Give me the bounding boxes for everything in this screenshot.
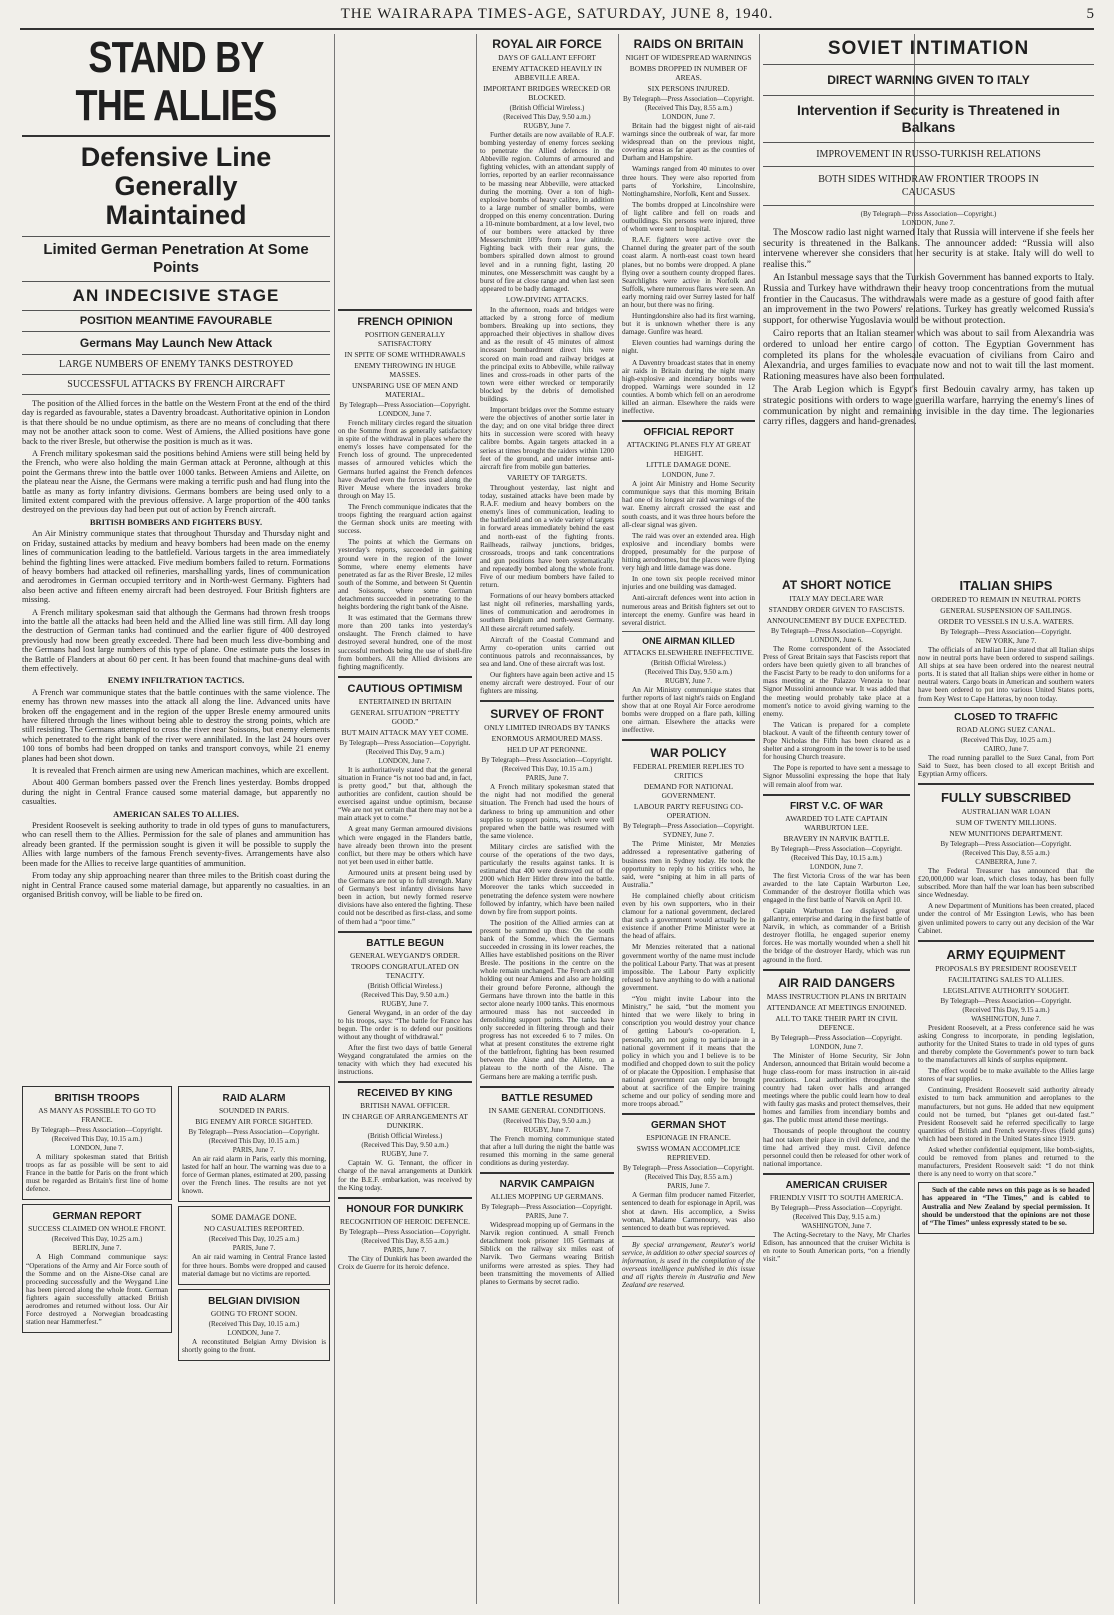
paragraph: The City of Dunkirk has been awarded the Croix de Guerre for its heroic defence. xyxy=(338,1254,472,1271)
subheading: PROPOSALS BY PRESIDENT ROOSEVELT xyxy=(935,963,1077,973)
dateline: By Telegraph—Press Association—Copyright. xyxy=(940,839,1072,848)
subheading: NIGHT OF WIDESPREAD WARNINGS xyxy=(625,53,752,62)
column-rule xyxy=(759,34,760,1604)
subheading: SUM OF TWENTY MILLIONS. xyxy=(955,817,1057,827)
subheading: BUT MAIN ATTACK MAY YET COME. xyxy=(341,727,469,737)
subheading: IN SAME GENERAL CONDITIONS. xyxy=(488,1105,606,1115)
subheading: BOTH SIDES WITHDRAW FRONTIER TROOPS IN CAUCASUS xyxy=(818,174,1039,198)
dateline: LONDON, June 7. xyxy=(810,1042,863,1051)
subheading: AS MANY AS POSSIBLE TO GO TO FRANCE. xyxy=(38,1106,156,1124)
paragraph: General Weygand, in an order of the day to his troops, says: “The battle for France has begun. The order is to defend our positions without any thought of withdrawal.” xyxy=(338,1008,472,1041)
dateline: By Telegraph—Press Association—Copyright. xyxy=(940,996,1072,1005)
dateline: (Received This Day, 10.15 a.m.) xyxy=(501,765,593,774)
dateline: LONDON, June 6. xyxy=(810,636,863,644)
subheading: ENEMY THROWING IN HUGE MASSES. xyxy=(354,361,456,379)
article-headline: NARVIK CAMPAIGN xyxy=(499,1179,595,1191)
subheading: LEGISLATIVE AUTHORITY SOUGHT. xyxy=(942,985,1070,995)
article-headline: ARMY EQUIPMENT xyxy=(946,946,1066,962)
paragraph: Formations of our heavy bombers attacked last night oil refineries, marshalling yards, lines of communication and aerodromes in southern Belgium and north-west Germany. All these aircraft returned safely. xyxy=(480,592,614,633)
dateline: (Received This Day, 8.55 a.m.) xyxy=(644,1173,733,1182)
dateline: (Received This Day, 10.25 a.m.) xyxy=(51,1235,143,1244)
paragraph: He complained chiefly about criticism even by his own supporters, who in their clamour for a national government, declared that such a government would actually be in existence if another Prime Minister were at the head of affairs. xyxy=(622,891,755,941)
dateline: (Received This Day, 8.55 a.m.) xyxy=(361,1236,449,1245)
paragraph: Asked whether confidential equipment, like bomb-sights, could be removed from planes and returned to the manufacturers, President Roosevelt said: “I do not think there is any need to worry on that score.” xyxy=(918,1146,1094,1179)
paragraph: The French morning communique stated that after a lull during the night the battle was resumed this morning in the same general conditions as during yesterday. xyxy=(480,1134,614,1167)
paragraph: A great many German armoured divisions which were engaged in the Flanders battle, have already been thrown into the present conflict, but there may be others which have not yet been used in either battle. xyxy=(338,825,472,866)
subheading: ANNOUNCEMENT BY DUCE EXPECTED. xyxy=(766,616,907,625)
subheading: AWARDED TO LATE CAPTAIN WARBURTON LEE. xyxy=(785,813,888,832)
subheading: LABOUR PARTY REFUSING CO-OPERATION. xyxy=(633,802,744,821)
paragraph: A military spokesman stated that British troops as far as possible will be sent to aid France in the battle for Paris on the front which must be regarded as Britain's first line of home defence. xyxy=(26,1153,168,1194)
subheading: ESPIONAGE IN FRANCE. xyxy=(646,1133,731,1143)
paragraph: The position of the Allied armies can at present be summed up thus: On the south bank of the Somme, which the Germans succeeded in crossing in its lower reaches, the Allies have established positions on the River Bresle. The positions in the centre on the whole remain unchanged. The French are still holding out near Amiens and also are holding their ground before Peronne, although the Germans have thrown into the battle in this sector alone nearly 1000 tanks. This enormous armoured mass has not succeeded in demolishing support points. The tanks have only succeeded in filtering through and their progress has not exceeded 6 to 7 miles. On what at present constitutes the extreme right of the battlefront, fighting has been resumed between the Aisne and the Ailette, on a plateau to the north of the Aisne. The Germans here are making a terrific push. xyxy=(480,918,614,1081)
subheading: IMPORTANT BRIDGES WRECKED OR BLOCKED. xyxy=(483,84,611,102)
column-rule xyxy=(476,34,477,1604)
paragraph: An air raid alarm in Paris, early this morning, lasted for half an hour. The warning was due to a force of German planes, estimated at 200, passing over the French lines. The results are not yet known. xyxy=(182,1155,326,1196)
subheading: SOUNDED IN PARIS. xyxy=(219,1106,289,1115)
subheading: ENORMOUS ARMOURED MASS. xyxy=(491,734,603,744)
dateline: (Received This Day, 9.50 a.m.) xyxy=(361,990,449,999)
article-headline: CAUTIOUS OPTIMISM xyxy=(347,682,463,695)
subheading: TROOPS CONGRATULATED ON TENACITY. xyxy=(351,961,459,980)
dateline: By Telegraph—Press Association—Copyright. xyxy=(481,756,613,765)
column-2 xyxy=(338,34,472,1604)
paragraph: Armoured units at present being used by the Germans are not up to full strength. Many of Germany's best infantry divisions have been in action, but newly formed reserve divisions have also entered the fighting. These could not be described as first-class, and some of them had a “poor time.” xyxy=(338,868,472,926)
column-a xyxy=(22,1082,172,1602)
paragraph: A High Command communique says: “Operations of the Army and Air Force south of the Somme and on the Aisne-Oise canal are proceeding successfully and the Weygand Line has been pierced along the whole front. German fighters again successfully attacked British aerodromes and returned without loss. Our Air Force destroyed a Norwegian broadcasting station near Hammerfest.” xyxy=(26,1253,168,1327)
lead-story xyxy=(22,34,330,1079)
dateline: LONDON, June 7. xyxy=(902,219,955,227)
dateline: By Telegraph—Press Association—Copyright. xyxy=(481,1203,613,1212)
paragraph: President Roosevelt is seeking authority to trade in old types of guns to manufacturers, who can resell them to the Allies. Permission for the sale of planes and ammunition has already been granted. If the permission sought is given it will be possible to supply the Allies with large numbers of the famous French seventy-fives. Arrangements have also been made for the Allies to receive large quantities of ammunition. xyxy=(22,821,330,868)
dateline: LONDON, June 7. xyxy=(662,471,715,480)
article-headline: BELGIAN DIVISION xyxy=(208,1295,300,1307)
paragraph: The Prime Minister, Mr Menzies addressed a representative gathering of business men in Sydney today. He took the opportunity to reply to his critics who, he said, were “sniping at him in all parts of Australia.” xyxy=(622,840,755,889)
paragraph: An Air Ministry communique states that throughout Thursday and Thursday night and on Friday, sustained attacks by medium and heavy bombers had been made on the enemy lines of communication leading to the battlefield. Various targets in the area immediately behind the fighting lines were attacked. Five medium bombers failed to return. Formations of heavy bombers had attacked oil refineries, marshalling yards, lines of communication and aerodromes in German occupied territory and in North-west Germany. Fighters had also been active and fifteen enemy aircraft had been destroyed. Four British fighters are missing. xyxy=(22,529,330,605)
section-heading: ENEMY INFILTRATION TACTICS. xyxy=(107,675,245,686)
paragraph: It was estimated that the Germans threw more than 200 tanks into yesterday's onslaught. The French claimed to have destroyed several hundred, one of the most successful methods being the use of shell-fire from bombers. All the Allied divisions are fighting magnificently. xyxy=(338,614,472,671)
article-headline: GERMAN REPORT xyxy=(52,1211,142,1223)
dateline: LONDON, June 7. xyxy=(662,113,715,121)
dateline: By Telegraph—Press Association—Copyright. xyxy=(339,1227,471,1236)
dateline: By Telegraph—Press Association—Copyright. xyxy=(622,822,754,831)
subheading: ITALY MAY DECLARE WAR xyxy=(789,594,884,603)
dateline: RUGBY, June 7. xyxy=(381,999,429,1008)
paragraph: In one town six people received minor injuries and one building was damaged. xyxy=(622,575,755,592)
article-headline: ITALIAN SHIPS xyxy=(959,578,1053,593)
dateline: PARIS, June 7. xyxy=(232,1244,276,1253)
dateline: (Received This Day, 9.50 a.m.) xyxy=(503,113,591,121)
subheading: ALLIES MOPPING UP GERMANS. xyxy=(490,1192,604,1202)
dateline: (Received This Day, 10.15 a.m.) xyxy=(791,853,882,862)
paragraph: The Vatican is prepared for a complete blackout. A vault of the fifteenth century tower of Pope Nicholas the Fifth has been cleared as a shelter and a strongroom in the tower is to be used for housing Church treasure. xyxy=(763,720,910,762)
subheading: ORDER TO VESSELS IN U.S.A. WATERS. xyxy=(938,617,1074,626)
subheading: ATTACKS ELSEWHERE INEFFECTIVE. xyxy=(623,647,754,657)
subheading: DEMAND FOR NATIONAL GOVERNMENT. xyxy=(643,782,734,801)
subheading: DIRECT WARNING GIVEN TO ITALY xyxy=(827,73,1030,87)
subheading: NEW MUNITIONS DEPARTMENT. xyxy=(949,828,1063,838)
subheading: POSITION GENERALLY SATISFACTORY xyxy=(364,330,446,348)
paragraph: A reconstituted Belgian Army Division is shortly going to the front. xyxy=(182,1337,326,1354)
column-6 xyxy=(918,575,1094,1605)
article-headline: HONOUR FOR DUNKIRK xyxy=(346,1203,464,1215)
masthead xyxy=(20,4,1094,26)
article-headline: AMERICAN CRUISER xyxy=(785,1179,888,1191)
paragraph: Thousands of people throughout the country had not taken their place in civil defence, and the time had arrived they must. Civil defence personnel could then be released for other work of national importance. xyxy=(763,1127,910,1168)
dateline: PARIS, June 7. xyxy=(525,774,569,783)
article-headline: OFFICIAL REPORT xyxy=(643,427,734,439)
paragraph: The raid was over an extended area. High explosive and incendiary bombs were dropped, presumably for the purpose of hitting aerodromes, but the places were flying very high and little damage was done. xyxy=(622,531,755,573)
paragraph: After the first two days of battle General Weygand congratulated the armies on the tenacity with which they had executed his instructions. xyxy=(338,1043,472,1077)
article-headline: AT SHORT NOTICE xyxy=(781,578,892,592)
dateline: By Telegraph—Press Association—Copyright. xyxy=(339,401,471,409)
subheading: IMPROVEMENT IN RUSSO-TURKISH RELATIONS xyxy=(816,149,1041,160)
dateline: (Received This Day, 10.15 a.m.) xyxy=(208,1137,300,1145)
dateline: LONDON, June 7. xyxy=(378,410,432,418)
article-headline: RAID ALARM xyxy=(222,1093,286,1104)
dateline: RUGBY, June 7. xyxy=(665,676,712,685)
column-rule xyxy=(618,34,619,1604)
paragraph: An air raid warning in Central France lasted for three hours. Bombs were dropped and caused material damage but no victims are reported. xyxy=(182,1253,326,1278)
article-headline: FRENCH OPINION xyxy=(357,316,453,328)
dateline: By Telegraph—Press Association—Copyright. xyxy=(770,844,902,853)
paragraph: The points at which the Germans on yesterday's reports, succeeded in gaining ground were in the region of the lower Somme, where enemy elements have penetrated as far as the River Bresle, 12 miles south of the Somme, and between St Quentin and Soissons, where some German detachments succeeded in penetrating to the heights bordering the right bank of the Aisne. xyxy=(338,538,472,612)
dateline: LONDON, June 7. xyxy=(810,862,863,871)
subheading: STANDBY ORDER GIVEN TO FASCISTS. xyxy=(768,605,905,614)
paragraph: The Acting-Secretary to the Navy, Mr Charles Edison, has announced that the cruiser Wichita is en route to South American ports, “on a friendly visit.” xyxy=(763,1230,910,1264)
paragraph: French military circles regard the situation on the Somme front as generally satisfactory in spite of the withdrawal in places where the enemy's losses have compensated for the French loss of ground. The unprecedented masses of armoured vehicles which the Germans hurled against the French defences have dwarfed even the forces used along the River Meuse where the invaders broke through on May 15. xyxy=(338,419,472,500)
subheading: ORDERED TO REMAIN IN NEUTRAL PORTS xyxy=(931,595,1081,604)
paragraph: Warnings ranged from 40 minutes to over three hours. They were also reported from parts of Yorkshire, Lincolnshire, Nottinghamshire, Norfolk, Kent and Sussex. xyxy=(622,165,755,198)
subheading: AN INDECISIVE STAGE xyxy=(72,286,280,305)
dateline: (By Telegraph—Press Association—Copyright.) xyxy=(860,210,997,218)
dateline: (Received This Day, 10.15 a.m.) xyxy=(208,1319,300,1328)
paragraph: Britain had the biggest night of air-raid warnings since the outbreak of war, far more widespread than on the previous night, covering areas as far apart as the counties of Durham and Hampshire. xyxy=(622,122,755,163)
column-b xyxy=(178,1082,330,1602)
headline: Defensive Line Generally Maintained xyxy=(80,142,272,230)
dateline: (Received This Day, 9.50 a.m.) xyxy=(644,667,733,676)
paragraph: The French communique indicates that the troops fighting the rearguard action against the German shock units are meeting with success. xyxy=(338,502,472,536)
column-rule xyxy=(334,34,335,1604)
subheading: FRIENDLY VISIT TO SOUTH AMERICA. xyxy=(769,1192,904,1202)
dateline: LONDON, June 7. xyxy=(378,756,432,765)
masthead-rule xyxy=(20,28,1094,30)
paragraph: An Istanbul message says that the Turkish Government has banned exports to Italy. Russia and Turkey have withdrawn their heavy troop concentrations from the mutual frontier in the Caucasus. The withdrawals were made as a gesture of good faith after an improvement in the two Powers' relations. Turkey has greatly welcomed Russia's support, for otherwise Yugoslavia would be without protection. xyxy=(763,272,1094,326)
subheading: ROAD ALONG SUEZ CANAL. xyxy=(956,724,1056,734)
dateline: (British Official Wireless.) xyxy=(651,658,726,667)
subheading: Intervention if Security is Threatened in Balkans xyxy=(797,102,1060,135)
paragraph: A German film producer named Fitzerler, sentenced to death for espionage in April, was shot at dawn. His accomplice, a Swiss woman, Madame Carmenoury, was also sentenced to death but was reprieved. xyxy=(622,1191,755,1232)
subheading: SWISS WOMAN ACCOMPLICE REPRIEVED. xyxy=(636,1144,741,1163)
section-heading: AMERICAN SALES TO ALLIES. xyxy=(113,808,239,819)
article-headline: BATTLE BEGUN xyxy=(366,937,444,949)
subheading: GENERAL WEYGAND'S ORDER. xyxy=(350,950,460,960)
article-headline: SOVIET INTIMATION xyxy=(827,38,1030,59)
paragraph: R.A.F. fighters were active over the Channel during the greater part of the south coast alarm. A north-east coast town heard planes, but no bombs were dropped. A plane flying over a southern county dropped flares. Searchlights were active in Norfolk and Suffolk, where numerous flares were seen. An early morning raid over Surrey lasted for half an hour, but there was no firing. xyxy=(622,236,755,309)
subheading: SUCCESSFUL ATTACKS BY FRENCH AIRCRAFT xyxy=(67,379,285,390)
subheading: FACILITATING SALES TO ALLIES. xyxy=(948,974,1064,984)
paragraph: Mr Menzies reiterated that a national government worthy of the name must include the political Labour Party. That was at present impossible. The Labour Party explicitly refused to have anything to do with a national government. xyxy=(622,943,755,992)
subheading: ONLY LIMITED INROADS BY TANKS xyxy=(484,723,610,733)
times-notice: Such of the cable news on this page as is so headed has appeared in “The Times,” and is cabled to Australia and New Zealand by special permission. It should be understood that the opinions are not those of “The Times” unless expressly stated to be so. xyxy=(922,1186,1090,1227)
paragraph: Widespread mopping up of Germans in the Narvik region continued. A small French detachment took prisoner 105 Germans at Siblick on the railway six miles east of Narvik. Two Germans wearing British uniforms were arrested as spies. They had been transmitting the movements of Allied planes to Germans by secret radio. xyxy=(480,1221,614,1286)
dateline: PARIS, June 7. xyxy=(667,1182,710,1191)
article-headline: CLOSED TO TRAFFIC xyxy=(954,711,1058,723)
dateline: CAIRO, June 7. xyxy=(983,744,1029,753)
subheading: Germans May Launch New Attack xyxy=(79,336,273,350)
paragraph: A French war communique states that the battle continues with the same violence. The enemy has thrown new masses into the attack all along the line. Advanced units have broken off the engagement and in the region of the upper Bresle enemy armoured units have filtered through the lines without being able to destroy the strong points, which are still resisting. The Germans attempted to cross the river near Soissons, but enemy elements which penetrated to the right bank of the river were annihilated. In the last 24 hours over 100 tons of bombs had been dropped on tanks and transport convoys, while 21 enemy planes had been shot down. xyxy=(22,687,330,763)
paragraph: Aircraft of the Coastal Command and Army co-operation units carried out continuous patrols and reconnaissances, by sea and land. One of these aircraft was lost. xyxy=(480,635,614,668)
dateline: CANBERRA, June 7. xyxy=(975,857,1037,866)
paragraph: About 400 German bombers passed over the French lines yesterday. Bombs dropped during the night in Central France caused some material damage, but apparently no casualties. xyxy=(22,778,330,807)
reuter-note: By special arrangement, Reuter's world service, in addition to other special sources of information, is used in the compilation of the overseas intelligence published in this issue and all rights therein in Australia and New Zealand are reserved. xyxy=(622,1240,755,1290)
paragraph: The Federal Treasurer has announced that the £20,000,000 war loan, which closes today, has been fully subscribed. More than half the war loan has been subscribed since Wednesday. xyxy=(918,866,1094,900)
dateline: (Received This Day, 8.55 a.m.) xyxy=(962,848,1050,857)
column-4 xyxy=(622,34,755,1604)
article-headline: BRITISH TROOPS xyxy=(54,1093,140,1104)
dateline: RUGBY, June 7. xyxy=(381,1150,429,1159)
dateline: BERLIN, June 7. xyxy=(72,1244,122,1253)
dateline: (British Official Wireless.) xyxy=(509,104,585,112)
subheading: IN SPITE OF SOME WITHDRAWALS xyxy=(344,350,466,359)
subheading: BOMBS DROPPED IN NUMBER OF AREAS. xyxy=(629,64,748,82)
paragraph: A French military spokesman stated that the night had not modified the general situation. The French had used the hours of darkness to bring up ammunition and other supplies to support points, which were well prepared when the battle was resumed with the same violence. xyxy=(480,783,614,840)
paragraph: It is authoritatively stated that the general situation in France “is not too bad and, in fact, is pretty good,” but that, although the authorities are confident, caution should be exercised against undue optimism, because “We are not yet certain that there may not be a main attack yet to come.” xyxy=(338,765,472,823)
paragraph: A new Department of Munitions has been created, placed under the control of Mr Essington Lewis, who has been given unlimited powers to carry out any decision of the War Cabinet. xyxy=(918,902,1094,935)
dateline: By Telegraph—Press Association—Copyright. xyxy=(622,95,754,103)
subheading: IN CHARGE OF ARRANGEMENTS AT DUNKIRK. xyxy=(342,1112,468,1131)
paragraph: Throughout yesterday, last night and today, sustained attacks have been made by R.A.F. medium and heavy bombers on the enemy's lines of communication, leading to the battlefield and on a wide variety of targets in forward areas immediately behind the east and north-east of the fighting fronts. Railheads, railway junctions, bridges, crossroads, troops and tank concentrations and gun positions have been systematically and repeatedly bombed along the whole front. Five of our medium bombers have failed to return. xyxy=(480,483,614,590)
paragraph: A French military spokesman said the positions behind Amiens were still being held by the French, who were also holding the main German attack at Peronne, although at this point the Germans threw into the battle over 1000 tanks. Between Amiens and Ailette, on the plateau near the Aisne, the Germans were making a terrific push and had flung into the battle as many as forty infantry divisions. Germans bombers are being used only to a limited extent compared with the previous offensive. A large proportion of the 400 tanks destroyed on the previous day had been put out of action by French aircraft. xyxy=(22,449,330,515)
dateline: (Received This Day, 9.15 a.m.) xyxy=(962,1005,1050,1014)
paragraph: Our fighters have again been active and 15 enemy aircraft were destroyed. Four of our fighters are missing. xyxy=(480,671,614,696)
subheading: ALL TO TAKE THEIR PART IN CIVIL DEFENCE. xyxy=(775,1013,898,1032)
dateline: By Telegraph—Press Association—Copyright. xyxy=(770,1203,902,1212)
dateline: By Telegraph—Press Association—Copyright. xyxy=(31,1126,163,1134)
paragraph: It is revealed that French airmen are using new American machines, which are excellent. xyxy=(32,766,329,776)
article-headline: ROYAL AIR FORCE xyxy=(492,37,602,51)
paragraph: The first Victoria Cross of the war has been awarded to the late Captain Warburton Lee, Commander of the destroyer flotilla which was engaged in the first battle of Narvik on April 10. xyxy=(763,871,910,904)
masthead-title: THE WAIRARAPA TIMES-AGE, SATURDAY, JUNE 8, 1940. xyxy=(340,6,774,22)
paragraph: A joint Air Ministry and Home Security communique says that this morning Britain had one of its longest air raid warnings of the war. Enemy aircraft crossed the east and south coasts, and it was three hours before the all-clear signal was given. xyxy=(622,480,755,529)
dateline: By Telegraph—Press Association—Copyright. xyxy=(622,1164,754,1173)
column-5 xyxy=(763,575,910,1605)
paragraph: “You might invite Labour into the Ministry,” he said, “but the moment you hinted that we were likely to bring in conscription you would destroy your chance of getting Labour's co-operation. I, personally, am not going to participate in a national government if it means that the policy in which you and I believe is to be modified and chopped down to suit the policy of or placate the Opposition. I emphasise that national government can only be brought about at sacrifice of the Empire training scheme and our policy of sending more and more troops abroad.” xyxy=(622,995,755,1109)
subheading: POSITION MEANTIME FAVOURABLE xyxy=(79,315,273,327)
paragraph: President Roosevelt, at a Press conference said he was asking Congress to incorporate, in pending legislation, authority for the United States to trade in old types of guns and thereby complete the Government's power to turn back to the manufacturers all kinds of surplus equipment. xyxy=(918,1023,1094,1065)
dateline: By Telegraph—Press Association—Copyright. xyxy=(339,738,471,747)
subheading: Limited German Penetration At Some Points xyxy=(43,241,309,276)
soviet-story xyxy=(763,34,1094,569)
paragraph: Cairo reports that an Italian steamer which was about to sail from Alexandria was ordered to unload her entire cargo of cotton. The Egyptian Government has completed its plans for the wholesale evacuation of civilians from Cairo and Alexandria, and urges families to evacuate now and not to wait till the last moment. Rationing measures have also been formulated. xyxy=(763,328,1094,382)
paragraph: Huntingdonshire also had its first warning, but it is unknown whether there is any damage. Gunfire was heard. xyxy=(622,312,755,337)
dateline: By Telegraph—Press Association—Copyright. xyxy=(770,627,902,635)
dateline: By Telegraph—Press Association—Copyright. xyxy=(770,1033,902,1042)
subheading: LARGE NUMBERS OF ENEMY TANKS DESTROYED xyxy=(59,359,293,370)
dateline: (British Official Wireless.) xyxy=(367,981,443,990)
dateline: SYDNEY, June 7. xyxy=(663,831,714,840)
paragraph: A Daventry broadcast states that in enemy air raids in Britain during the night many high-explosive and incendiary bombs were dropped. Warnings were sounded in 12 counties. A bomb which fell on an aerodrome killed an airman. Elsewhere the raids were ineffective. xyxy=(622,358,755,416)
subheading: ENTERTAINED IN BRITAIN xyxy=(358,696,452,706)
paragraph: Further details are now available of R.A.F. bombing yesterday of enemy forces seeking to penetrate the Allied defences in the Abbeville region. Columns of armoured and fighting vehicles, with an attendant supply of lorries, reported by an earlier reconnaissance to be massing near Abbeville, were attacked during the morning. Over a ton of high-explosive bombs of heavy calibre, in addition to a large number of smaller bombs, were dropped on this enemy concentration. During a 10-minute bombardment, at a low level, two of our bombers were attacked by three Messerschmitt 109's from a low altitude. Fighting back with their rear guns, the bombers spiralled down almost to ground level and in a running fight, lasting 20 minutes, one Messerschmitt was caught by a burst of fire at close range and when last seen appeared to be badly damaged. xyxy=(480,131,614,293)
subheading: RECOGNITION OF HEROIC DEFENCE. xyxy=(340,1216,470,1226)
article-headline: AIR RAID DANGERS xyxy=(778,975,895,990)
section-heading: VARIETY OF TARGETS. xyxy=(507,472,587,482)
subheading: BRAVERY IN NARVIK BATTLE. xyxy=(783,833,890,843)
paragraph: The road running parallel to the Suez Canal, from Port Said to Suez, has been closed to all except British and Egyptian Army officers. xyxy=(918,753,1094,778)
dateline: WASHINGTON, June 7. xyxy=(971,1014,1041,1023)
paragraph: Anti-aircraft defences went into action in numerous areas and British fighters set out to intercept the enemy. Gunfire was heard in several district. xyxy=(622,594,755,627)
subheading: ATTENDANCE AT MEETINGS ENJOINED. xyxy=(766,1002,907,1012)
dateline: RUGBY, June 7. xyxy=(523,122,571,130)
paragraph: Important bridges over the Somme estuary were the objectives of another sortie later in the day; and on one vital bridge three direct hits in succession were scored with heavy calibre bombs. Again targets attacked in a series at times brought the raiders within 1200 feet of the ground, and under intense anti-aircraft fire from mobile gun batteries. xyxy=(480,406,614,471)
subheading: GENERAL SITUATION “PRETTY GOOD.” xyxy=(350,707,460,726)
subheading: BRITISH NAVAL OFFICER. xyxy=(360,1101,450,1111)
paragraph: The Moscow radio last night warned Italy that Russia will intervene if she feels her security is threatened in the Balkans. The announcer added: “Russia will also intervene wherever she considers that her security is at stake. Italy will do well to realise this.” xyxy=(763,227,1094,270)
subheading: ENEMY ATTACKED HEAVILY IN ABBEVILLE AREA. xyxy=(492,64,602,82)
paragraph: The Arab Legion which is Egypt's first Bedouin cavalry army, has taken up strategic positions with orders to wage guerilla warfare, harrying the enemy's lines of communication by night and remaining invisible in the day time. The legionaries carry rifles, daggers and hand-grenades. xyxy=(763,384,1094,428)
article-headline: ONE AIRMAN KILLED xyxy=(642,635,735,646)
subheading: FEDERAL PREMIER REPLIES TO CRITICS xyxy=(633,762,744,781)
paragraph: The Minister of Home Security, Sir John Anderson, announced that Britain would become a huge class-room for mass instruction in air-raid precautions. Local authorities throughout the country had taken over halls and arranged meetings where the public could learn how to deal with faulty gas masks and protect themselves, their homes and families from incendiary bombs and gas. The public must attend these meetings. xyxy=(763,1051,910,1125)
banner-headline: STAND BY THE ALLIES xyxy=(75,34,277,130)
dateline: (Received This Day, 10.25 a.m.) xyxy=(960,735,1052,744)
subheading: MASS INSTRUCTION PLANS IN BRITAIN xyxy=(766,991,907,1001)
dateline: LONDON, June 7. xyxy=(227,1328,281,1337)
dateline: (Received This Day, 9.15 a.m.) xyxy=(792,1212,881,1221)
article-headline: RAIDS ON BRITAIN xyxy=(633,37,744,51)
paragraph: The Rome correspondent of the Associated Press of Great Britain says that Fascists report that orders have been quietly given to all branches of the Fascist Party to be ready to don uniforms for a mass meeting at the Palazzo Venezia to hear Signor Mussolini announce war. It was added that the meeting would probably take place at a moment's notice to avoid giving warning to the enemy. xyxy=(763,645,910,718)
section-heading: BRITISH BOMBERS AND FIGHTERS BUSY. xyxy=(89,516,263,527)
paragraph: The officials of an Italian Line stated that all Italian ships now in neutral ports have been ordered to suspend sailings. All ships at sea have been ordered into the nearest neutral ports. It is stated that all Italian ships were either in home or neutral waters. Cargo boats in American and southern waters have been ordered to put into various United States ports, from Key West to Cape Hatteras, by noon today. xyxy=(918,646,1094,703)
dateline: By Telegraph—Press Association—Copyright. xyxy=(188,1128,320,1136)
column-3 xyxy=(480,34,614,1604)
subheading: GOING TO FRONT SOON. xyxy=(210,1308,298,1318)
article-headline: FIRST V.C. OF WAR xyxy=(790,800,883,812)
subheading: DAYS OF GALLANT EFFORT xyxy=(498,53,596,62)
dateline: (Received This Day, 9.50 a.m.) xyxy=(361,1141,449,1150)
section-heading: LOW-DIVING ATTACKS. xyxy=(505,294,589,304)
paragraph: An Air Ministry communique states that further reports of last night's raids on England show that at one Royal Air Force aerodrome bombs were dropped on a flare path, killing one airman. Elsewhere the attacks were ineffective. xyxy=(622,685,755,735)
paragraph: The bombs dropped at Lincolnshire were of light calibre and fell on roads and outbuildings. Six persons were injured, three of whom were sent to hospital. xyxy=(622,200,755,234)
dateline: PARIS, June 7. xyxy=(383,1245,427,1254)
paragraph: A French military spokesman said that although the Germans had thrown fresh troops into the battle all the attacks had been held and the Allied line was still firm. All day long the destruction of German tanks had continued and the earlier figure of 400 destroyed previously had now been greatly exceeded. There had been much less dive-bombing and the Germans had lost large numbers of this type of plane. One estimate puts the losses in the Battle of Flanders at about 60 per cent. It has been found that machine-guns deal with them effectively. xyxy=(22,607,330,673)
article-headline: FULLY SUBSCRIBED xyxy=(940,789,1072,805)
dateline: (Received This Day, 9.50 a.m.) xyxy=(503,1116,591,1125)
article-headline: SURVEY OF FRONT xyxy=(490,707,604,722)
dateline: (Received This Day, 10.25 a.m.) xyxy=(208,1235,300,1244)
paragraph: The position of the Allied forces in the battle on the Western Front at the end of the third day is regarded as favourable, states a Daventry broadcast. Authoritative opinion in London is that there should be no undue optimism, as there are no means of concluding that there may not be another attack soon to come. West of Amiens, the Allied positions have gone back to the river Bresle, but otherwise the position is much as it was. xyxy=(22,399,330,446)
subheading: NO CASUALTIES REPORTED. xyxy=(204,1224,304,1234)
subheading: UNSPARING USE OF MEN AND MATERIAL. xyxy=(352,381,458,399)
article-headline: BATTLE RESUMED xyxy=(501,1092,593,1104)
dateline: (Received This Day, 8.55 a.m.) xyxy=(644,104,733,112)
dateline: (Received This Day, 9 a.m.) xyxy=(365,747,445,756)
subheading: AUSTRALIAN WAR LOAN xyxy=(961,806,1051,816)
subheading: GENERAL SUSPENSION OF SAILINGS. xyxy=(940,606,1072,615)
article-headline: GERMAN SHOT xyxy=(651,1120,726,1132)
article-headline: SOME DAMAGE DONE. xyxy=(211,1213,297,1223)
subheading: SIX PERSONS INJURED. xyxy=(647,84,730,93)
paragraph: From today any ship approaching nearer than three miles to the British coast during the night in Central France caused some material damage, but apparently no casualties. in an organised British convoy, will be liable to be fired on. xyxy=(22,871,330,899)
paragraph: Captain Warburton Lee displayed great gallantry, enterprise and daring in the first battle of Narvik, in which, as commander of a British destroyer flotilla, he engaged superior enemy forces. He was mortally wounded when a shell hit the bridge of the destroyer Hardy, which was run aground in the fiord. xyxy=(763,906,910,964)
subheading: LITTLE DAMAGE DONE. xyxy=(646,460,731,470)
dateline: PARIS, June 7. xyxy=(232,1146,276,1154)
subheading: SUCCESS CLAIMED ON WHOLE FRONT. xyxy=(28,1224,166,1234)
subheading: HELD UP AT PERONNE. xyxy=(506,745,587,755)
paragraph: Continuing, President Roosevelt said authority already existed to turn back ammunition and aeroplanes to the manufacturers, but not guns. He added that new equipment could not be turned, but “planes get out-dated fast.” President Roosevelt said he referred specifically to large quantities of British and French seventy-fives (field guns) which had been stored in the United States since 1919. xyxy=(918,1086,1094,1143)
page-number: 5 xyxy=(1086,6,1094,22)
dateline: By Telegraph—Press Association—Copyright. xyxy=(940,628,1072,636)
paragraph: Captain W. G. Tennant, the officer in charge of the naval arrangements at Dunkirk for the B.E.F. embarkation, was received by the King today. xyxy=(338,1159,472,1192)
article-headline: WAR POLICY xyxy=(650,746,727,761)
subheading: BIG ENEMY AIR FORCE SIGHTED. xyxy=(195,1117,313,1126)
dateline: (Received This Day, 10.15 a.m.) xyxy=(51,1135,143,1143)
dateline: LONDON, June 7. xyxy=(70,1144,124,1152)
paragraph: The effect would be to make available to the Allies large stores of war supplies. xyxy=(918,1067,1094,1084)
dateline: PARIS, June 7. xyxy=(525,1212,569,1221)
paragraph: Military circles are satisfied with the course of the operations of the two days, particularly the results against tanks. It is estimated that 400 were destroyed out of the 2000 which Herr Hitler threw into the battle. Moreover the tanks which succeeded in penetrating the defence system were nowhere followed by infantry, which have been nailed down by fire from support points. xyxy=(480,842,614,916)
dateline: RUGBY, June 7. xyxy=(523,1125,571,1134)
dateline: (British Official Wireless.) xyxy=(367,1132,443,1141)
paragraph: In the afternoon, roads and bridges were attacked by a strong force of medium bombers. Breaking up into sections, they approached their objectives in shallow dives and as the result of 45 minutes of almost incessant bombardment direct hits were scored on main road and railway bridges at the principal exits to Abbeville, while railway lines and cross-roads in other parts of the town were either wrecked or temporarily blocked by the debris of demolished buildings. xyxy=(480,305,614,403)
paragraph: The Pope is reported to have sent a message to Signor Mussolini expressing the hope that Italy will remain aloof from war. xyxy=(763,764,910,789)
dateline: NEW YORK, June 7. xyxy=(975,637,1037,645)
subheading: ATTACKING PLANES FLY AT GREAT HEIGHT. xyxy=(626,440,751,459)
article-headline: RECEIVED BY KING xyxy=(357,1088,453,1100)
dateline: WASHINGTON, June 7. xyxy=(801,1221,872,1230)
paragraph: Eleven counties had warnings during the night. xyxy=(622,339,755,356)
